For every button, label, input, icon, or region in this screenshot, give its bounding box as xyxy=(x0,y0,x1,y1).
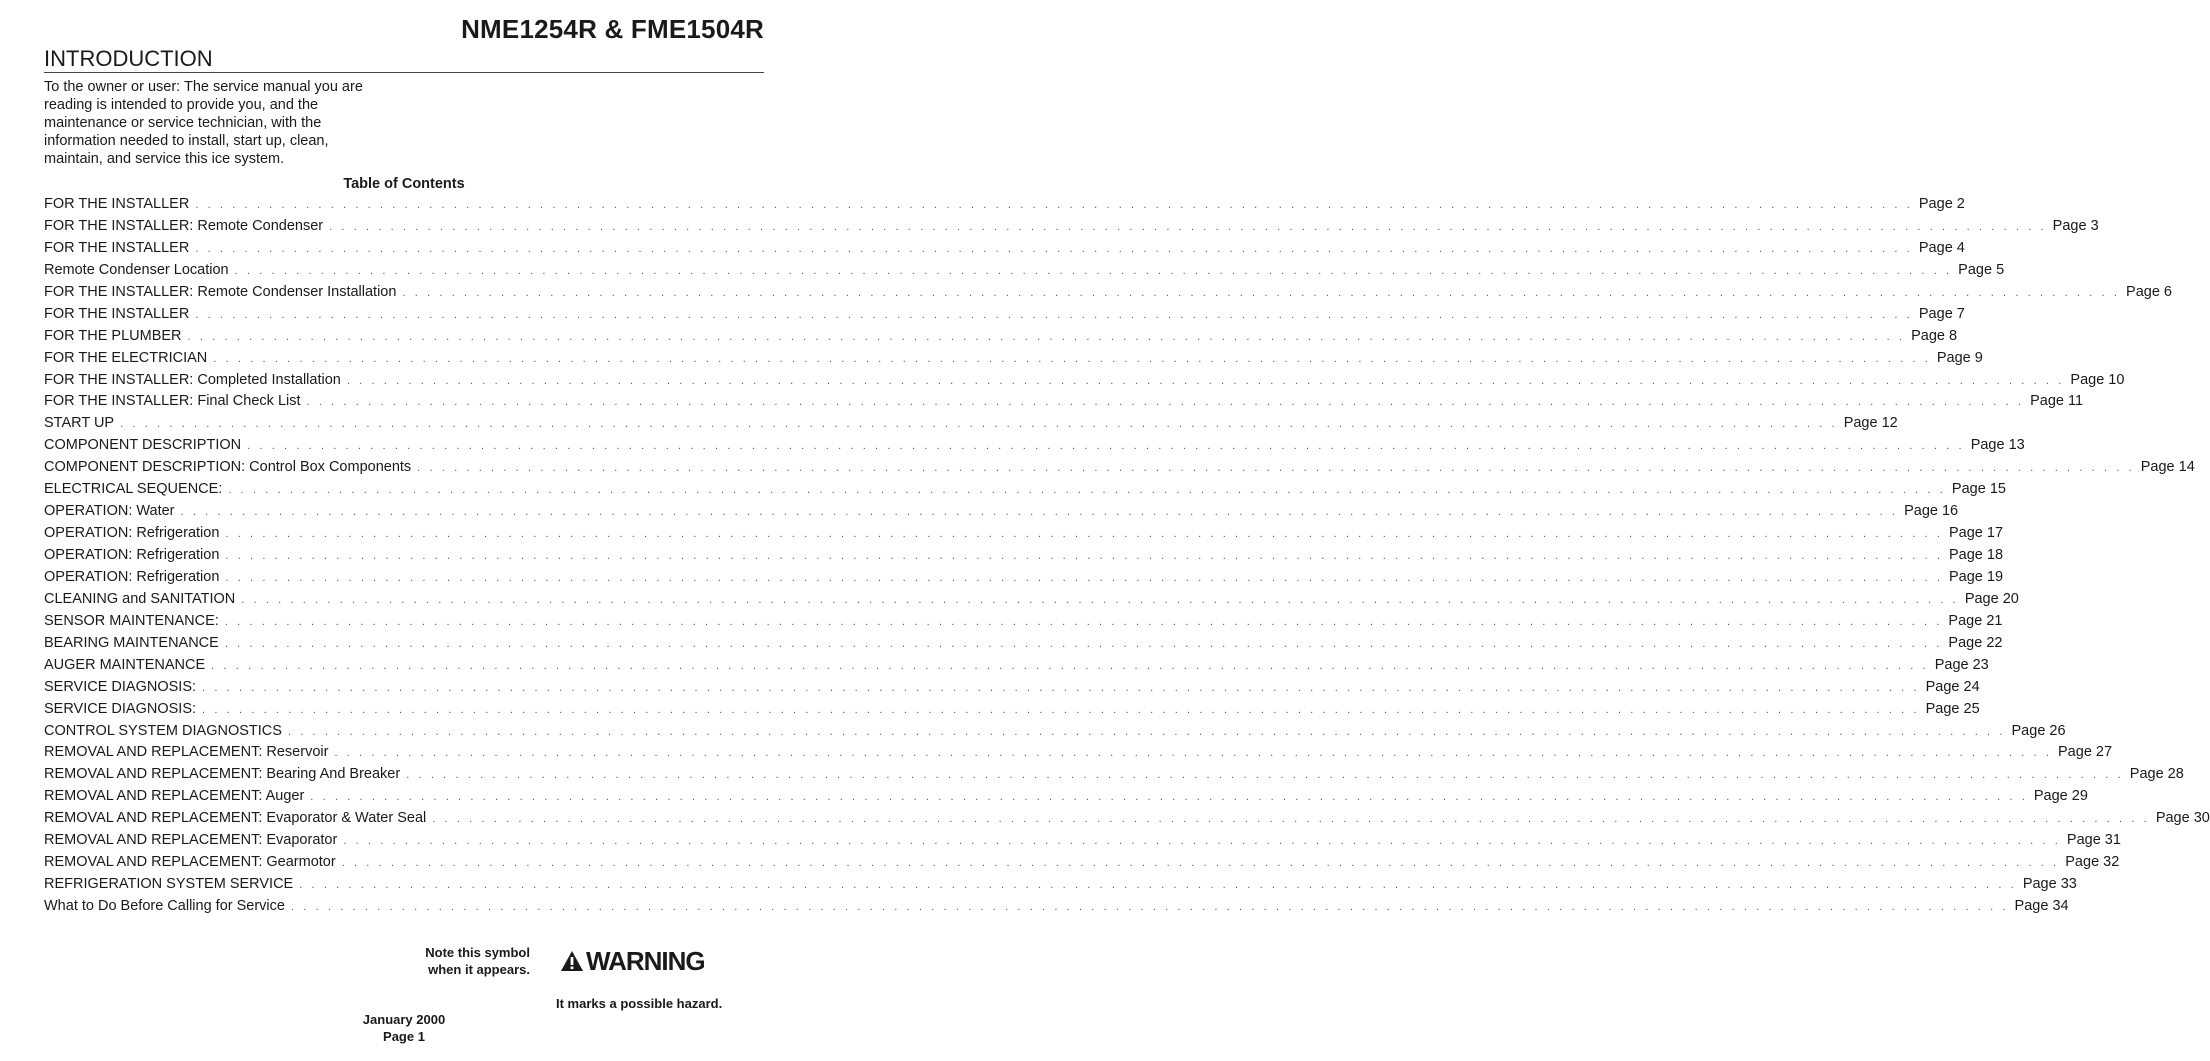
header-rule xyxy=(44,72,764,73)
toc-dot-leader: . . . . . . . . . . . . . . . . . . . . . . . . . . . . . . . . . . . . . . . . . . . . . . . . . . . . . . . . . . . . . . . . . . . . . . . . . . . . . . . . . . . . . . . . . . . . . . . . . . . . . . . . . . . . . . . . . . . . . . . . . . . . . . . . . . . . . . . . . . . . xyxy=(228,484,1946,497)
toc-dot-leader: . . . . . . . . . . . . . . . . . . . . . . . . . . . . . . . . . . . . . . . . . . . . . . . . . . . . . . . . . . . . . . . . . . . . . . . . . . . . . . . . . . . . . . . . . . . . . . . . . . . . . . . . . . . . . . . . . . . . . . . . . . . . . . . . . . . . . . . . . . . . xyxy=(202,681,1920,694)
toc-entry xyxy=(44,678,1980,701)
intro-line: maintain, and service this ice system. xyxy=(44,151,285,167)
toc-dot-leader: . . . . . . . . . . . . . . . . . . . . . . . . . . . . . . . . . . . . . . . . . . . . . . . . . . . . . . . . . . . . . . . . . . . . . . . . . . . . . . . . . . . . . . . . . . . . . . . . . . . . . . . . . . . . . . . . . . . . . . . . . . . . . . . . . . . . . . . . . . . . xyxy=(202,703,1920,716)
toc-entry-title: OPERATION: Refrigeration xyxy=(44,525,220,542)
toc-entry-title: FOR THE INSTALLER: Completed Installation xyxy=(44,371,341,388)
toc-entry xyxy=(44,415,1898,437)
toc-entry xyxy=(44,788,2088,810)
toc-dot-leader: . . . . . . . . . . . . . . . . . . . . . . . . . . . . . . . . . . . . . . . . . . . . . . . . . . . . . . . . . . . . . . . . . . . . . . . . . . . . . . . . . . . . . . . . . . . . . . . . . . . . . . . . . . . . . . . . . . . . . . . . . . . . . . . . . . . . . . . . . . . . xyxy=(213,352,1931,365)
toc-entry-title: CLEANING and SANITATION xyxy=(44,590,236,607)
toc-entry-page: Page 6 xyxy=(2126,283,2172,300)
toc-dot-leader: . . . . . . . . . . . . . . . . . . . . . . . . . . . . . . . . . . . . . . . . . . . . . . . . . . . . . . . . . . . . . . . . . . . . . . . . . . . . . . . . . . . . . . . . . . . . . . . . . . . . . . . . . . . . . . . . . . . . . . . . . . . . . . . . . . . . . . . . . . . . xyxy=(241,593,1959,606)
toc-entry xyxy=(44,261,2005,284)
toc-dot-leader: . . . . . . . . . . . . . . . . . . . . . . . . . . . . . . . . . . . . . . . . . . . . . . . . . . . . . . . . . . . . . . . . . . . . . . . . . . . . . . . . . . . . . . . . . . . . . . . . . . . . . . . . . . . . . . . . . . . . . . . . . . . . . . . . . . . . . . . . . . . . xyxy=(120,418,1838,431)
toc-dot-leader: . . . . . . . . . . . . . . . . . . . . . . . . . . . . . . . . . . . . . . . . . . . . . . . . . . . . . . . . . . . . . . . . . . . . . . . . . . . . . . . . . . . . . . . . . . . . . . . . . . . . . . . . . . . . . . . . . . . . . . . . . . . . . . . . . . . . . . . . . . . . xyxy=(225,571,1943,584)
toc-entry-page: Page 8 xyxy=(1911,327,1958,344)
toc-dot-leader: . . . . . . . . . . . . . . . . . . . . . . . . . . . . . . . . . . . . . . . . . . . . . . . . . . . . . . . . . . . . . . . . . . . . . . . . . . . . . . . . . . . . . . . . . . . . . . . . . . . . . . . . . . . . . . . . . . . . . . . . . . . . . . . . . . . . . . . . . . . . xyxy=(225,550,1943,562)
toc-entry xyxy=(44,459,2195,481)
toc-entry xyxy=(44,766,2184,788)
toc-entry-title: FOR THE INSTALLER: Remote Condenser Installation xyxy=(44,283,397,300)
warning-triangle-icon xyxy=(560,950,584,972)
toc-entry-page: Page 29 xyxy=(2033,788,2088,805)
section-title: INTRODUCTION xyxy=(44,46,213,71)
toc-entry-page: Page 17 xyxy=(1948,525,2004,542)
toc-dot-leader: . . . . . . . . . . . . . . . . . . . . . . . . . . . . . . . . . . . . . . . . . . . . . . . . . . . . . . . . . . . . . . . . . . . . . . . . . . . . . . . . . . . . . . . . . . . . . . . . . . . . . . . . . . . . . . . . . . . . . . . . . . . . . . . . . . . . . . . . . . . . xyxy=(329,220,2047,233)
toc-dot-leader: . . . . . . . . . . . . . . . . . . . . . . . . . . . . . . . . . . . . . . . . . . . . . . . . . . . . . . . . . . . . . . . . . . . . . . . . . . . . . . . . . . . . . . . . . . . . . . . . . . . . . . . . . . . . . . . . . . . . . . . . . . . . . . . . . . . . . . . . . . . . xyxy=(224,615,1943,628)
toc-entry-page: Page 20 xyxy=(1964,590,2019,607)
toc-dot-leader: . . . . . . . . . . . . . . . . . . . . . . . . . . . . . . . . . . . . . . . . . . . . . . . . . . . . . . . . . . . . . . . . . . . . . . . . . . . . . . . . . . . . . . . . . . . . . . . . . . . . . . . . . . . . . . . . . . . . . . . . . . . . . . . . . . . . . . . . . . . . xyxy=(406,769,2124,782)
intro-line: To the owner or user: The service manual you are xyxy=(44,79,363,95)
toc-entry xyxy=(44,217,2099,240)
toc-dot-leader: . . . . . . . . . . . . . . . . . . . . . . . . . . . . . . . . . . . . . . . . . . . . . . . . . . . . . . . . . . . . . . . . . . . . . . . . . . . . . . . . . . . . . . . . . . . . . . . . . . . . . . . . . . . . . . . . . . . . . . . . . . . . . . . . . . . . . . . . . . . . xyxy=(287,725,2006,738)
toc-entry-page: Page 22 xyxy=(1948,634,2003,651)
toc-entry-title: FOR THE INSTALLER: Remote Condenser xyxy=(44,217,324,234)
toc-entry xyxy=(44,744,2113,766)
toc-dot-leader: . . . . . . . . . . . . . . . . . . . . . . . . . . . . . . . . . . . . . . . . . . . . . . . . . . . . . . . . . . . . . . . . . . . . . . . . . . . . . . . . . . . . . . . . . . . . . . . . . . . . . . . . . . . . . . . . . . . . . . . . . . . . . . . . . . . . . . . . . . . . xyxy=(299,879,2017,892)
toc-dot-leader: . . . . . . . . . . . . . . . . . . . . . . . . . . . . . . . . . . . . . . . . . . . . . . . . . . . . . . . . . . . . . . . . . . . . . . . . . . . . . . . . . . . . . . . . . . . . . . . . . . . . . . . . . . . . . . . . . . . . . . . . . . . . . . . . . . . . . . . . . . . . xyxy=(234,264,1953,277)
page-footer xyxy=(0,1011,808,1045)
toc-entry-page: Page 32 xyxy=(2065,854,2120,871)
toc-dot-leader: . . . . . . . . . . . . . . . . . . . . . . . . . . . . . . . . . . . . . . . . . . . . . . . . . . . . . . . . . . . . . . . . . . . . . . . . . . . . . . . . . . . . . . . . . . . . . . . . . . . . . . . . . . . . . . . . . . . . . . . . . . . . . . . . . . . . . . . . . . . . xyxy=(310,791,2028,804)
toc-dot-leader: . . . . . . . . . . . . . . . . . . . . . . . . . . . . . . . . . . . . . . . . . . . . . . . . . . . . . . . . . . . . . . . . . . . . . . . . . . . . . . . . . . . . . . . . . . . . . . . . . . . . . . . . . . . . . . . . . . . . . . . . . . . . . . . . . . . . . . . . . . . . xyxy=(224,637,1943,650)
intro-line: reading is intended to provide you, and the xyxy=(44,97,319,113)
toc-entry-title: REMOVAL AND REPLACEMENT: Gearmotor xyxy=(44,854,336,871)
toc-entry-page: Page 3 xyxy=(2052,217,2099,234)
toc-entry-title: SERVICE DIAGNOSIS: xyxy=(44,700,197,717)
toc-dot-leader: . . . . . . . . . . . . . . . . . . . . . . . . . . . . . . . . . . . . . . . . . . . . . . . . . . . . . . . . . . . . . . . . . . . . . . . . . . . . . . . . . . . . . . . . . . . . . . . . . . . . . . . . . . . . . . . . . . . . . . . . . . . . . . . . . . . . . . . . . . . . xyxy=(432,813,2150,826)
toc-entry xyxy=(44,832,2121,854)
toc-entry-page: Page 9 xyxy=(1936,349,1983,366)
toc-dot-leader: . . . . . . . . . . . . . . . . . . . . . . . . . . . . . . . . . . . . . . . . . . . . . . . . . . . . . . . . . . . . . . . . . . . . . . . . . . . . . . . . . . . . . . . . . . . . . . . . . . . . . . . . . . . . . . . . . . . . . . . . . . . . . . . . . . . . . . . . . . . . xyxy=(225,528,1943,541)
toc-entry xyxy=(44,656,1989,679)
toc-entry xyxy=(44,393,2084,415)
warning-label xyxy=(560,946,705,976)
toc-entry-page: Page 23 xyxy=(1934,656,1989,673)
toc-entry-page: Page 11 xyxy=(2030,393,2084,410)
toc-entry-title: AUGER MAINTENANCE xyxy=(44,656,206,673)
toc-entry-title: OPERATION: Water xyxy=(44,503,175,520)
toc-entry xyxy=(44,283,2172,306)
toc-entry xyxy=(44,327,1958,350)
footer-date: January 2000 xyxy=(362,1012,446,1027)
toc-entry-page: Page 34 xyxy=(2014,898,2069,914)
toc-entry-page: Page 7 xyxy=(1918,305,1965,322)
toc-entry-page: Page 15 xyxy=(1951,481,2006,498)
toc-entry-title: FOR THE INSTALLER xyxy=(44,305,190,322)
model-title: NME1254R & FME1504R xyxy=(461,14,764,44)
toc-entry xyxy=(44,481,2006,503)
toc-entry xyxy=(44,349,1983,372)
toc-entry-title: SENSOR MAINTENANCE: xyxy=(44,612,219,629)
toc-dot-leader: . . . . . . . . . . . . . . . . . . . . . . . . . . . . . . . . . . . . . . . . . . . . . . . . . . . . . . . . . . . . . . . . . . . . . . . . . . . . . . . . . . . . . . . . . . . . . . . . . . . . . . . . . . . . . . . . . . . . . . . . . . . . . . . . . . . . . . . . . . . . xyxy=(402,286,2121,299)
toc-entry xyxy=(44,371,2125,394)
note-text xyxy=(400,944,530,978)
toc-entry-page: Page 25 xyxy=(1925,700,1980,717)
toc-entry-page: Page 14 xyxy=(2140,459,2195,476)
toc-entry-page: Page 16 xyxy=(1904,503,1959,520)
toc-entry-page: Page 30 xyxy=(2155,810,2210,827)
toc-entry-page: Page 18 xyxy=(1948,547,2004,563)
warning-text: WARNING xyxy=(586,946,705,976)
toc-dot-leader: . . . . . . . . . . . . . . . . . . . . . . . . . . . . . . . . . . . . . . . . . . . . . . . . . . . . . . . . . . . . . . . . . . . . . . . . . . . . . . . . . . . . . . . . . . . . . . . . . . . . . . . . . . . . . . . . . . . . . . . . . . . . . . . . . . . . . . . . . . . . xyxy=(187,330,1906,343)
toc-entry-page: Page 2 xyxy=(1918,196,1965,212)
toc-entry xyxy=(44,525,2004,547)
toc-dot-leader: . . . . . . . . . . . . . . . . . . . . . . . . . . . . . . . . . . . . . . . . . . . . . . . . . . . . . . . . . . . . . . . . . . . . . . . . . . . . . . . . . . . . . . . . . . . . . . . . . . . . . . . . . . . . . . . . . . . . . . . . . . . . . . . . . . . . . . . . . . . . xyxy=(306,396,2025,409)
toc-entry-title: COMPONENT DESCRIPTION xyxy=(44,437,242,454)
toc-entry xyxy=(44,503,1959,525)
toc-entry xyxy=(44,722,2066,745)
note-line: Note this symbol xyxy=(425,945,530,960)
toc-entry-page: Page 24 xyxy=(1925,678,1980,695)
toc-heading: Table of Contents xyxy=(343,176,465,192)
toc-entry xyxy=(44,305,1965,328)
toc-entry-page: Page 21 xyxy=(1948,612,2003,629)
toc-entry xyxy=(44,196,1965,218)
toc-dot-leader: . . . . . . . . . . . . . . . . . . . . . . . . . . . . . . . . . . . . . . . . . . . . . . . . . . . . . . . . . . . . . . . . . . . . . . . . . . . . . . . . . . . . . . . . . . . . . . . . . . . . . . . . . . . . . . . . . . . . . . . . . . . . . . . . . . . . . . . . . . . . xyxy=(195,242,1913,255)
toc-entry-title: REMOVAL AND REPLACEMENT: Reservoir xyxy=(44,744,329,761)
toc-entry-title: Remote Condenser Location xyxy=(44,261,229,278)
toc-dot-leader: . . . . . . . . . . . . . . . . . . . . . . . . . . . . . . . . . . . . . . . . . . . . . . . . . . . . . . . . . . . . . . . . . . . . . . . . . . . . . . . . . . . . . . . . . . . . . . . . . . . . . . . . . . . . . . . . . . . . . . . . . . . . . . . . . . . . . . . . . . . . xyxy=(341,857,2060,870)
table-of-contents xyxy=(44,196,2210,920)
toc-entry-page: Page 19 xyxy=(1948,568,2004,585)
toc-entry xyxy=(44,590,2019,613)
intro-line: maintenance or service technician, with the xyxy=(44,115,322,131)
toc-entry-page: Page 33 xyxy=(2022,876,2077,893)
toc-entry-page: Page 26 xyxy=(2011,722,2066,739)
toc-dot-leader: . . . . . . . . . . . . . . . . . . . . . . . . . . . . . . . . . . . . . . . . . . . . . . . . . . . . . . . . . . . . . . . . . . . . . . . . . . . . . . . . . . . . . . . . . . . . . . . . . . . . . . . . . . . . . . . . . . . . . . . . . . . . . . . . . . . . . . . . . . . . xyxy=(417,462,2135,475)
toc-dot-leader: . . . . . . . . . . . . . . . . . . . . . . . . . . . . . . . . . . . . . . . . . . . . . . . . . . . . . . . . . . . . . . . . . . . . . . . . . . . . . . . . . . . . . . . . . . . . . . . . . . . . . . . . . . . . . . . . . . . . . . . . . . . . . . . . . . . . . . . . . . . . xyxy=(290,901,2009,913)
hazard-text: It marks a possible hazard. xyxy=(556,996,723,1011)
toc-entry-title: CONTROL SYSTEM DIAGNOSTICS xyxy=(44,722,282,739)
toc-entry-page: Page 31 xyxy=(2066,832,2121,849)
toc-dot-leader: . . . . . . . . . . . . . . . . . . . . . . . . . . . . . . . . . . . . . . . . . . . . . . . . . . . . . . . . . . . . . . . . . . . . . . . . . . . . . . . . . . . . . . . . . . . . . . . . . . . . . . . . . . . . . . . . . . . . . . . . . . . . . . . . . . . . . . . . . . . . xyxy=(343,835,2061,848)
toc-entry-title: FOR THE INSTALLER: Final Check List xyxy=(44,393,301,410)
footer-page-number: Page 1 xyxy=(383,1029,425,1044)
toc-entry-page: Page 4 xyxy=(1918,239,1965,256)
toc-entry xyxy=(44,810,2210,832)
toc-entry-page: Page 12 xyxy=(1843,415,1898,432)
toc-entry-page: Page 13 xyxy=(1970,437,2025,454)
intro-line: information needed to install, start up, clean, xyxy=(44,133,329,149)
toc-entry-title: What to Do Before Calling for Service xyxy=(44,898,285,914)
toc-entry-title: FOR THE PLUMBER xyxy=(44,327,182,344)
toc-entry-page: Page 5 xyxy=(1958,261,2005,278)
note-line: when it appears. xyxy=(428,962,530,977)
toc-dot-leader: . . . . . . . . . . . . . . . . . . . . . . . . . . . . . . . . . . . . . . . . . . . . . . . . . . . . . . . . . . . . . . . . . . . . . . . . . . . . . . . . . . . . . . . . . . . . . . . . . . . . . . . . . . . . . . . . . . . . . . . . . . . . . . . . . . . . . . . . . . . . xyxy=(211,659,1929,672)
toc-entry-title: REMOVAL AND REPLACEMENT: Auger xyxy=(44,788,305,805)
intro-paragraph xyxy=(44,78,404,168)
toc-dot-leader: . . . . . . . . . . . . . . . . . . . . . . . . . . . . . . . . . . . . . . . . . . . . . . . . . . . . . . . . . . . . . . . . . . . . . . . . . . . . . . . . . . . . . . . . . . . . . . . . . . . . . . . . . . . . . . . . . . . . . . . . . . . . . . . . . . . . . . . . . . . . xyxy=(334,747,2053,760)
toc-entry-title: FOR THE ELECTRICIAN xyxy=(44,349,208,366)
toc-dot-leader: . . . . . . . . . . . . . . . . . . . . . . . . . . . . . . . . . . . . . . . . . . . . . . . . . . . . . . . . . . . . . . . . . . . . . . . . . . . . . . . . . . . . . . . . . . . . . . . . . . . . . . . . . . . . . . . . . . . . . . . . . . . . . . . . . . . . . . . . . . . . xyxy=(180,506,1899,519)
toc-entry-title: REMOVAL AND REPLACEMENT: Bearing And Breaker xyxy=(44,766,401,783)
toc-dot-leader: . . . . . . . . . . . . . . . . . . . . . . . . . . . . . . . . . . . . . . . . . . . . . . . . . . . . . . . . . . . . . . . . . . . . . . . . . . . . . . . . . . . . . . . . . . . . . . . . . . . . . . . . . . . . . . . . . . . . . . . . . . . . . . . . . . . . . . . . . . . . xyxy=(247,440,1965,453)
toc-entry-title: COMPONENT DESCRIPTION: Control Box Components xyxy=(44,459,412,476)
toc-entry-title: REFRIGERATION SYSTEM SERVICE xyxy=(44,876,294,893)
toc-entry xyxy=(44,568,2004,591)
toc-entry xyxy=(44,854,2120,876)
toc-entry-title: FOR THE INSTALLER xyxy=(44,239,190,256)
toc-entry-title: FOR THE INSTALLER xyxy=(44,196,190,212)
toc-entry-title: ELECTRICAL SEQUENCE: xyxy=(44,481,223,498)
toc-dot-leader: . . . . . . . . . . . . . . . . . . . . . . . . . . . . . . . . . . . . . . . . . . . . . . . . . . . . . . . . . . . . . . . . . . . . . . . . . . . . . . . . . . . . . . . . . . . . . . . . . . . . . . . . . . . . . . . . . . . . . . . . . . . . . . . . . . . . . . . . . . . . xyxy=(195,308,1913,321)
toc-entry-title: START UP xyxy=(44,415,115,432)
toc-entry xyxy=(44,634,2003,657)
toc-entry-page: Page 10 xyxy=(2070,371,2125,388)
toc-entry xyxy=(44,612,2003,635)
toc-dot-leader: . . . . . . . . . . . . . . . . . . . . . . . . . . . . . . . . . . . . . . . . . . . . . . . . . . . . . . . . . . . . . . . . . . . . . . . . . . . . . . . . . . . . . . . . . . . . . . . . . . . . . . . . . . . . . . . . . . . . . . . . . . . . . . . . . . . . . . . . . . . . xyxy=(346,374,2065,387)
toc-dot-leader: . . . . . . . . . . . . . . . . . . . . . . . . . . . . . . . . . . . . . . . . . . . . . . . . . . . . . . . . . . . . . . . . . . . . . . . . . . . . . . . . . . . . . . . . . . . . . . . . . . . . . . . . . . . . . . . . . . . . . . . . . . . . . . . . . . . . . . . . . . . . xyxy=(195,199,1913,211)
toc-entry-title: REMOVAL AND REPLACEMENT: Evaporator xyxy=(44,832,338,849)
toc-entry xyxy=(44,239,1965,262)
toc-entry-page: Page 28 xyxy=(2129,766,2184,783)
toc-entry-title: OPERATION: Refrigeration xyxy=(44,568,220,585)
toc-entry-title: REMOVAL AND REPLACEMENT: Evaporator & Water Seal xyxy=(44,810,427,827)
toc-entry-page: Page 27 xyxy=(2058,744,2113,761)
toc-entry-title: SERVICE DIAGNOSIS: xyxy=(44,678,197,695)
toc-entry-title: BEARING MAINTENANCE xyxy=(44,634,219,651)
toc-entry xyxy=(44,898,2069,920)
toc-entry xyxy=(44,547,2004,569)
toc-entry xyxy=(44,876,2077,898)
toc-entry-title: OPERATION: Refrigeration xyxy=(44,547,220,563)
toc-entry xyxy=(44,700,1980,723)
toc-entry xyxy=(44,437,2025,459)
